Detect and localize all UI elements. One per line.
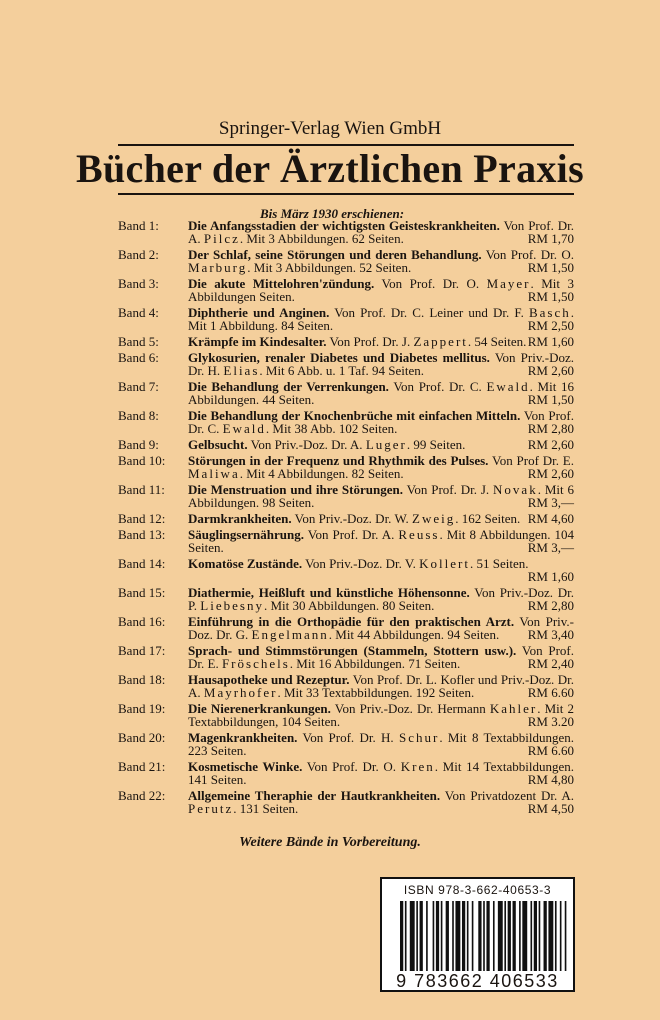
entry-details: . Mit 44 Abbildungen. 94 Seiten. (328, 627, 500, 643)
author-name: Reuss (398, 527, 440, 543)
entry-author-prefix: Von Privatdozent Dr. A. (440, 788, 575, 804)
book-title: Sprach- und Stimmstörungen (Stammeln, Stottern usw.). (188, 643, 517, 659)
book-title: Diphtherie und Anginen. (188, 305, 330, 320)
entry-details: . Mit 16 Abbildungen. 44 Seiten. (188, 379, 574, 407)
book-title: Der Schlaf, seine Störungen und deren Behandlung. (188, 247, 482, 262)
band-number: Band 3: (118, 276, 159, 291)
entry-author-prefix: Von Priv.-Doz. Dr. W. (291, 511, 413, 527)
author-name: Ewald (222, 421, 266, 436)
entry-details: . Mit 8 Abbildungen. 104 Seiten. (188, 527, 574, 556)
entry-author-prefix: Von Priv.-Doz. Dr. A. (247, 437, 366, 453)
entry-details: . Mit 33 Textabbildungen. 192 Seiten. (277, 685, 475, 701)
price: RM 4,60 (527, 511, 574, 527)
list-item (118, 529, 574, 555)
entry-text (188, 336, 574, 349)
entry-author-prefix: Von Priv.-Doz. Dr. V. (302, 556, 420, 572)
author-name: Fröschels (221, 656, 290, 672)
price: RM 2,60 (527, 363, 574, 378)
list-item (118, 558, 574, 584)
author-name: Luger (365, 437, 407, 453)
entry-text (188, 732, 574, 758)
entry-author-prefix: Von Prof Dr. E. (488, 453, 574, 469)
entry-details: . 99 Seiten. (406, 437, 466, 453)
author-name: Mayrhofer (203, 685, 278, 701)
entry-author-prefix: Von Prof. Dr. O. (374, 276, 487, 291)
entry-author-prefix: Von Prof. Dr. L. Kofler und Priv.-Doz. Dr. A. (188, 672, 574, 701)
list-item (118, 455, 574, 481)
book-title: Die Nierenerkrankungen. (188, 701, 331, 717)
entry-text (188, 703, 574, 729)
list-item (118, 484, 574, 510)
barcode-icon (400, 901, 568, 971)
book-title: Säuglingsernährung. (188, 527, 304, 543)
author-name: Pilcz (203, 230, 240, 246)
price: RM 2,80 (527, 598, 574, 614)
entry-author-prefix: Von Priv.-Doz. Dr. Hermann (330, 701, 490, 717)
price: RM 3.20 (527, 714, 574, 730)
entry-author-prefix: Von Prof. Dr. C. (388, 379, 487, 395)
band-number: Band 18: (118, 672, 166, 688)
band-number: Band 17: (118, 643, 166, 659)
entry-details: . 162 Seiten. (455, 511, 521, 527)
author-name: Basch (528, 305, 571, 320)
entry-author-prefix: Von Prof. Dr. H. (297, 730, 399, 746)
entry-text (188, 645, 574, 671)
publisher-name: Springer-Verlag Wien GmbH (218, 118, 442, 139)
book-title: Störungen in der Frequenz und Rhythmik des Pulses. (188, 453, 489, 469)
entry-details: . Mit 14 Textabbildungen. 141 Seiten. (188, 759, 574, 788)
entry-author-prefix: Von Priv.-Doz. Dr. H. (188, 350, 575, 378)
entry-details: . Mit 2 Textabbildungen, 104 Seiten. (188, 701, 574, 730)
author-name: Kahler (489, 701, 538, 717)
author-name: Maliwa (188, 466, 240, 482)
author-name: Ewald (486, 379, 530, 395)
band-number: Band 9: (118, 437, 159, 453)
author-name: Zappert (413, 334, 468, 349)
list-subtitle: Bis März 1930 erschienen: (260, 206, 405, 221)
entry-details: . Mit 16 Abbildungen. 71 Seiten. (289, 656, 461, 672)
band-number: Band 16: (118, 614, 166, 630)
band-number: Band 21: (118, 759, 166, 775)
entry-text (188, 439, 574, 452)
entry-details: . Mit 8 Textabbildungen. 223 Seiten. (188, 730, 574, 759)
band-number: Band 20: (118, 730, 166, 746)
book-title: Die Behandlung der Verrenkungen. (188, 379, 389, 395)
book-title: Diathermie, Heißluft und künstliche Höhensonne. (188, 585, 470, 601)
list-item (118, 645, 574, 671)
entry-details: . 54 Seiten. (467, 334, 527, 349)
author-name: Perutz (188, 801, 234, 817)
book-title: Darmkrankheiten. (188, 511, 292, 527)
price: RM 1,60 (527, 334, 574, 349)
entry-text (188, 513, 574, 526)
price: RM 2,60 (527, 437, 574, 453)
author-name: Marburg (188, 259, 248, 275)
book-title: Die Menstruation und ihre Störungen. (188, 482, 403, 498)
entry-details: . Mit 1 Abbildung. 84 Seiten. (188, 305, 574, 333)
entry-author-prefix: Von Prof. Dr. O. (481, 247, 574, 262)
band-number: Band 10: (118, 453, 166, 469)
entry-details: . Mit 3 Abbildungen. 52 Seiten. (247, 259, 412, 275)
price: RM 1,50 (527, 392, 574, 407)
entry-text (188, 278, 574, 304)
entry-text (188, 484, 574, 510)
barcode-label (380, 877, 575, 992)
book-title: Gelbsucht. (188, 437, 248, 453)
list-item (118, 307, 574, 333)
entry-text (188, 674, 574, 700)
list-item (118, 352, 574, 378)
book-title: Komatöse Zustände. (188, 556, 303, 572)
barcode-number: 9 783662 406533 (396, 971, 559, 991)
band-number: Band 1: (118, 218, 159, 233)
entry-details: . Mit 3 Abbildungen. 62 Seiten. (239, 230, 404, 246)
list-item (118, 674, 574, 700)
band-number: Band 12: (118, 511, 166, 527)
entry-author-prefix: Von Prof. Dr. A. (303, 527, 399, 543)
band-number: Band 6: (118, 350, 159, 366)
list-item (118, 278, 574, 304)
price: RM 1,70 (527, 230, 574, 246)
entry-details: . Mit 30 Abbildungen. 80 Seiten. (263, 598, 435, 614)
book-title: Allgemeine Theraphie der Hautkrankheiten. (188, 788, 441, 804)
price: RM 1,60 (527, 569, 574, 585)
list-item (118, 587, 574, 613)
footer-note: Weitere Bände in Vorbereitung. (239, 835, 421, 850)
book-title: Glykosurien, renaler Diabetes und Diabetes mellitus. (188, 350, 490, 366)
price: RM 4,80 (527, 772, 574, 788)
entry-author-prefix: Von Prof. Dr. O. (302, 759, 401, 775)
price: RM 2,80 (527, 421, 574, 436)
list-item (118, 220, 574, 246)
book-title: Magenkrankheiten. (188, 730, 298, 746)
book-title: Die Behandlung der Knochenbrüche mit einfachen Mitteln. (188, 408, 521, 424)
book-list (118, 220, 574, 819)
author-name: Mayer (486, 276, 531, 291)
list-item (118, 732, 574, 758)
price: RM 2,60 (527, 466, 574, 482)
entry-text (188, 381, 574, 407)
entry-author-prefix: Von Prof. Dr. J. (402, 482, 494, 498)
author-name: Zweig (412, 511, 456, 527)
book-title: Hausapotheke und Rezeptur. (188, 672, 350, 688)
book-title: Kosmetische Winke. (188, 759, 303, 775)
entry-author-prefix: Von Prof. Dr. E. (188, 643, 574, 672)
entry-author-prefix: Von Prof. Dr. C. Leiner und Dr. F. (329, 305, 529, 320)
price: RM 6.60 (527, 743, 574, 759)
list-item (118, 249, 574, 275)
entry-author-prefix: Von Prof. Dr. C. (188, 408, 574, 436)
entry-details: . Mit 4 Abbildungen. 82 Seiten. (239, 466, 404, 482)
entry-details: . Mit 6 Abb. u. 1 Taf. 94 Seiten. (259, 363, 424, 378)
price: RM 3,— (527, 495, 574, 511)
list-item (118, 381, 574, 407)
book-title: Krämpfe im Kindesalter. (188, 334, 327, 349)
author-name: Engelmann (251, 627, 329, 643)
entry-text (188, 616, 574, 642)
band-number: Band 13: (118, 527, 166, 543)
entry-text (188, 455, 574, 481)
list-item (118, 336, 574, 349)
entry-author-prefix: Von Priv.-Doz. Dr. P. (188, 585, 574, 614)
author-name: Schur (398, 730, 440, 746)
author-name: Kren (400, 759, 435, 775)
title-rule-bottom (118, 193, 574, 195)
author-name: Kollert (419, 556, 470, 572)
band-number: Band 19: (118, 701, 166, 717)
entry-text (188, 790, 574, 816)
entry-author-prefix: Von Priv.-Doz. Dr. G. (188, 614, 574, 643)
entry-text (188, 761, 574, 787)
author-name: Liebesny (200, 598, 264, 614)
band-number: Band 11: (118, 482, 165, 498)
author-name: Novak (493, 482, 538, 498)
book-title: Die Anfangsstadien der wichtigsten Geisteskrankheiten. (188, 218, 500, 233)
price: RM 4,50 (527, 801, 574, 817)
entry-author-prefix: Von Prof. Dr. A. (188, 218, 574, 246)
list-item (118, 410, 574, 436)
band-number: Band 4: (118, 305, 159, 320)
price: RM 6.60 (527, 685, 574, 701)
band-number: Band 14: (118, 556, 166, 572)
price: RM 1,50 (527, 288, 574, 304)
entry-text (188, 307, 574, 333)
band-number: Band 7: (118, 379, 159, 395)
entry-details: . Mit 3 Abbildungen Seiten. (188, 276, 574, 304)
entry-text (188, 352, 574, 378)
book-title: Einführung in die Orthopädie für den praktischen Arzt. (188, 614, 515, 630)
page-title: Bücher der Ärztlichen Praxis (76, 146, 584, 191)
price: RM 2,40 (527, 656, 574, 672)
author-name: Elias (223, 363, 260, 378)
entry-author-prefix: Von Prof. Dr. J. (326, 334, 414, 349)
price: RM 3,40 (527, 627, 574, 643)
price: RM 3,— (527, 540, 574, 556)
entry-details: . Mit 38 Abb. 102 Seiten. (265, 421, 398, 436)
list-item (118, 513, 574, 526)
entry-text (188, 587, 574, 613)
entry-text (188, 249, 574, 275)
entry-text (188, 558, 574, 584)
band-number: Band 22: (118, 788, 166, 804)
band-number: Band 8: (118, 408, 159, 424)
price: RM 1,50 (527, 259, 574, 275)
book-title: Die akute Mittelohren'zündung. (188, 276, 375, 291)
entry-details: . 51 Seiten. (469, 556, 529, 572)
list-item (118, 761, 574, 787)
list-item (118, 616, 574, 642)
entry-text (188, 220, 574, 246)
entry-details: . 131 Seiten. (233, 801, 299, 817)
band-number: Band 5: (118, 334, 159, 349)
list-item (118, 439, 574, 452)
entry-text (188, 529, 574, 555)
band-number: Band 2: (118, 247, 159, 262)
entry-text (188, 410, 574, 436)
entry-details: . Mit 6 Abbildungen. 98 Seiten. (188, 482, 574, 511)
list-item (118, 790, 574, 816)
price: RM 2,50 (527, 317, 574, 333)
band-number: Band 15: (118, 585, 166, 601)
list-item (118, 703, 574, 729)
isbn-text: ISBN 978-3-662-40653-3 (403, 883, 552, 897)
